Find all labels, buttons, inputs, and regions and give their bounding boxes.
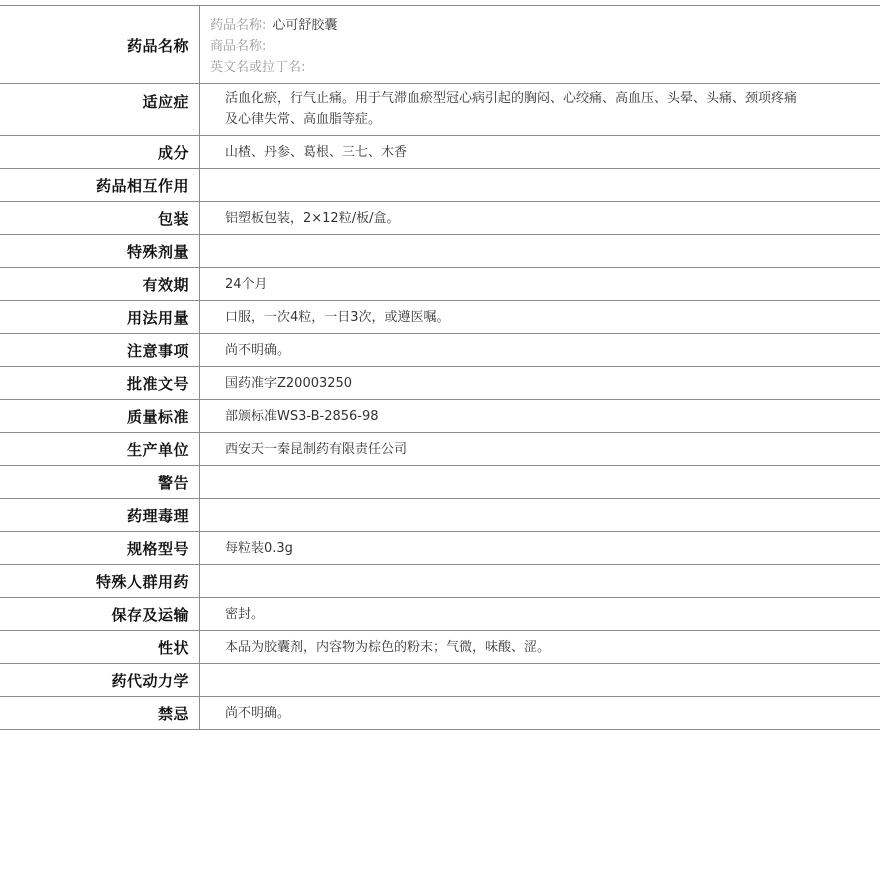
row-value — [200, 169, 880, 201]
drug-name-block — [200, 6, 880, 83]
row-manufacturer — [0, 433, 880, 466]
english-name-key: 英文名或拉丁名: — [210, 60, 306, 75]
row-label: 药品名称 — [0, 6, 200, 83]
row-label: 适应症 — [0, 84, 200, 135]
row-value — [200, 466, 880, 498]
english-name-line — [210, 57, 880, 78]
row-precautions — [0, 334, 880, 367]
row-value — [200, 664, 880, 696]
row-label: 保存及运输 — [0, 598, 200, 630]
row-value: 24个月 — [225, 276, 268, 292]
row-label: 批准文号 — [0, 367, 200, 399]
row-value: 口服，一次4粒，一日3次，或遵医嘱。 — [225, 309, 450, 325]
row-label: 禁忌 — [0, 697, 200, 729]
row-interactions — [0, 169, 880, 202]
row-label: 药代动力学 — [0, 664, 200, 696]
row-drug-name — [0, 6, 880, 84]
row-value: 本品为胶囊剂，内容物为棕色的粉末；气微，味酸、涩。 — [225, 639, 551, 655]
row-label: 性状 — [0, 631, 200, 663]
row-value: 山楂、丹参、葛根、三七、木香 — [225, 144, 408, 160]
row-packaging — [0, 202, 880, 235]
row-label: 规格型号 — [0, 532, 200, 564]
row-value — [200, 565, 880, 597]
row-shelf-life — [0, 268, 880, 301]
row-value: 每粒装0.3g — [225, 540, 293, 556]
row-specification — [0, 532, 880, 565]
row-label: 警告 — [0, 466, 200, 498]
row-special-populations — [0, 565, 880, 598]
row-label: 特殊人群用药 — [0, 565, 200, 597]
row-value: 密封。 — [225, 606, 265, 622]
row-label: 注意事项 — [0, 334, 200, 366]
row-approval-number — [0, 367, 880, 400]
row-label: 生产单位 — [0, 433, 200, 465]
row-label: 药理毒理 — [0, 499, 200, 531]
row-description — [0, 631, 880, 664]
row-label: 用法用量 — [0, 301, 200, 333]
row-value: 尚不明确。 — [225, 342, 291, 358]
trade-name-key: 商品名称: — [210, 39, 267, 54]
row-label: 特殊剂量 — [0, 235, 200, 267]
row-value: 部颁标准WS3-B-2856-98 — [225, 408, 379, 424]
row-pharmacology — [0, 499, 880, 532]
row-value — [200, 499, 880, 531]
row-label: 包装 — [0, 202, 200, 234]
row-storage — [0, 598, 880, 631]
row-label: 药品相互作用 — [0, 169, 200, 201]
row-indication — [0, 84, 880, 136]
row-value: 国药准字Z20003250 — [225, 375, 353, 391]
row-label: 成分 — [0, 136, 200, 168]
row-label: 有效期 — [0, 268, 200, 300]
row-label: 质量标准 — [0, 400, 200, 432]
row-contraindications — [0, 697, 880, 730]
row-usage-dosage — [0, 301, 880, 334]
row-value: 西安天一秦昆制药有限责任公司 — [225, 441, 408, 457]
row-warning — [0, 466, 880, 499]
drug-spec-table — [0, 5, 880, 730]
row-value: 活血化瘀，行气止痛。用于气滞血瘀型冠心病引起的胸闷、心绞痛、高血压、头晕、头痛、颈项疼痛及心律失常、高血脂等症。 — [225, 91, 798, 127]
drug-name-key: 药品名称: — [210, 18, 267, 33]
trade-name-line — [210, 36, 880, 57]
row-value — [200, 235, 880, 267]
drug-name-line — [210, 15, 880, 36]
row-special-dosage — [0, 235, 880, 268]
row-pharmacokinetics — [0, 664, 880, 697]
row-value: 铝塑板包装，2×12粒/板/盒。 — [225, 210, 400, 226]
row-value: 尚不明确。 — [225, 705, 291, 721]
drug-name-value: 心可舒胶囊 — [272, 18, 338, 33]
row-quality-standard — [0, 400, 880, 433]
row-ingredients — [0, 136, 880, 169]
